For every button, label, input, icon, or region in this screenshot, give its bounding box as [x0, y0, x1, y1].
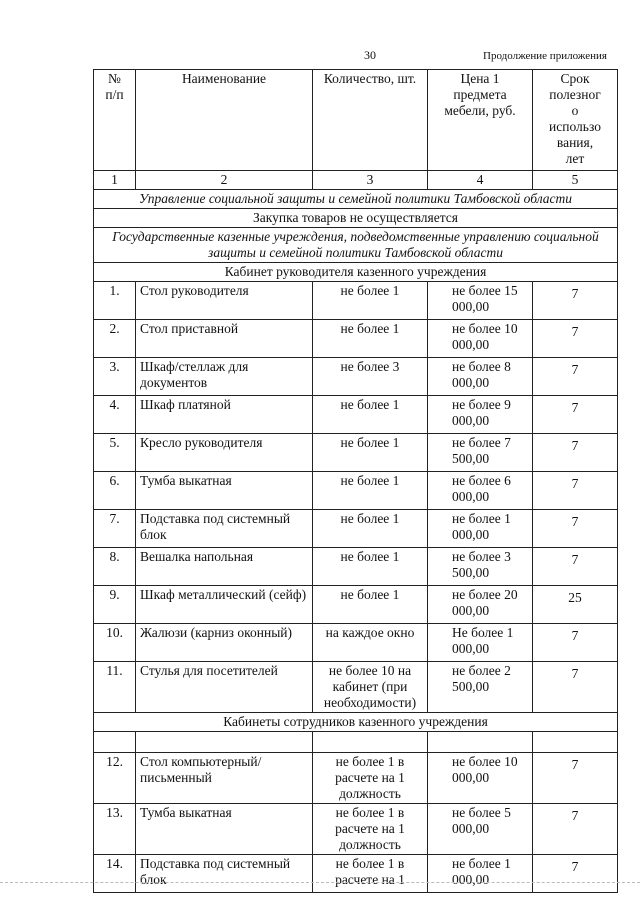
section-row: [94, 190, 618, 209]
section-row: [94, 228, 618, 263]
table-row: [94, 753, 618, 804]
item-quantity: не более 1: [313, 434, 428, 472]
item-name: Подставка под системный блок: [136, 510, 313, 548]
item-price: Не более 1 000,00: [428, 624, 533, 662]
empty-cell: [313, 732, 428, 753]
table-row: [94, 320, 618, 358]
section-institutions: Государственные казенные учреждения, подведомственные управлению социальной защиты и семейной политики Тамбовской области: [94, 228, 618, 263]
scan-edge-line: [0, 882, 640, 884]
item-useful-life: 7: [533, 624, 618, 662]
section-row: [94, 713, 618, 732]
item-name: Шкаф/стеллаж для документов: [136, 358, 313, 396]
item-name: Стулья для посетителей: [136, 662, 313, 713]
item-useful-life: 7: [533, 320, 618, 358]
item-quantity: не более 1: [313, 396, 428, 434]
no-purchase-note: Закупка товаров не осуществляется: [94, 209, 618, 228]
furniture-norms-table: [93, 69, 618, 893]
empty-cell: [94, 732, 136, 753]
subsection-staff-offices: Кабинеты сотрудников казенного учреждения: [94, 713, 618, 732]
item-number: 1.: [94, 282, 136, 320]
empty-cell: [136, 732, 313, 753]
item-name: Стол компьютерный/ письменный: [136, 753, 313, 804]
subsection-head-office: Кабинет руководителя казенного учреждения: [94, 263, 618, 282]
item-useful-life: 7: [533, 855, 618, 893]
item-number: 10.: [94, 624, 136, 662]
item-quantity: не более 1 в расчете на 1: [313, 855, 428, 893]
table-row: [94, 434, 618, 472]
column-number-row: [94, 171, 618, 190]
column-number: 4: [428, 171, 533, 190]
header-name: Наименование: [136, 70, 313, 171]
item-number: 6.: [94, 472, 136, 510]
item-number: 13.: [94, 804, 136, 855]
item-name: Жалюзи (карниз оконный): [136, 624, 313, 662]
item-quantity: не более 1: [313, 548, 428, 586]
table-row: [94, 855, 618, 893]
table-row: [94, 358, 618, 396]
spacer-row: [94, 732, 618, 753]
item-number: 3.: [94, 358, 136, 396]
item-number: 9.: [94, 586, 136, 624]
item-number: 12.: [94, 753, 136, 804]
item-price: не более 20 000,00: [428, 586, 533, 624]
item-price: не более 10 000,00: [428, 753, 533, 804]
item-useful-life: 7: [533, 358, 618, 396]
item-quantity: не более 1: [313, 510, 428, 548]
item-name: Шкаф платяной: [136, 396, 313, 434]
item-useful-life: 7: [533, 548, 618, 586]
item-number: 7.: [94, 510, 136, 548]
item-quantity: не более 1 в расчете на 1 должность: [313, 753, 428, 804]
item-price: не более 1 000,00: [428, 510, 533, 548]
item-quantity: не более 1 в расчете на 1 должность: [313, 804, 428, 855]
item-price: не более 1 000,00: [428, 855, 533, 893]
header-price: Цена 1 предмета мебели, руб.: [428, 70, 533, 171]
item-name: Вешалка напольная: [136, 548, 313, 586]
item-number: 4.: [94, 396, 136, 434]
item-quantity: не более 1: [313, 282, 428, 320]
item-price: не более 10 000,00: [428, 320, 533, 358]
header-number: № п/п: [94, 70, 136, 171]
item-useful-life: 7: [533, 282, 618, 320]
item-name: Стол приставной: [136, 320, 313, 358]
continuation-note: Продолжение приложения: [483, 50, 607, 62]
item-name: Тумба выкатная: [136, 804, 313, 855]
table-row: [94, 804, 618, 855]
table-row: [94, 586, 618, 624]
item-useful-life: 7: [533, 472, 618, 510]
table-row: [94, 472, 618, 510]
item-useful-life: 7: [533, 662, 618, 713]
item-useful-life: 7: [533, 510, 618, 548]
item-useful-life: 7: [533, 753, 618, 804]
header-quantity: Количество, шт.: [313, 70, 428, 171]
column-number: 1: [94, 171, 136, 190]
item-quantity: не более 1: [313, 320, 428, 358]
item-name: Шкаф металлический (сейф): [136, 586, 313, 624]
section-row: [94, 263, 618, 282]
item-useful-life: 25: [533, 586, 618, 624]
empty-cell: [428, 732, 533, 753]
header-useful-life: Срок полезног о использо вания, лет: [533, 70, 618, 171]
table-header-row: [94, 70, 618, 171]
item-quantity: не более 3: [313, 358, 428, 396]
table-row: [94, 662, 618, 713]
item-price: не более 5 000,00: [428, 804, 533, 855]
column-number: 3: [313, 171, 428, 190]
item-useful-life: 7: [533, 804, 618, 855]
item-number: 5.: [94, 434, 136, 472]
item-name: Подставка под системный блок: [136, 855, 313, 893]
item-price: не более 15 000,00: [428, 282, 533, 320]
table-row: [94, 282, 618, 320]
item-useful-life: 7: [533, 396, 618, 434]
table-row: [94, 548, 618, 586]
item-price: не более 6 000,00: [428, 472, 533, 510]
empty-cell: [533, 732, 618, 753]
item-name: Стол руководителя: [136, 282, 313, 320]
item-price: не более 9 000,00: [428, 396, 533, 434]
item-quantity: не более 10 на кабинет (при необходимости): [313, 662, 428, 713]
item-name: Кресло руководителя: [136, 434, 313, 472]
item-name: Тумба выкатная: [136, 472, 313, 510]
table-row: [94, 396, 618, 434]
column-number: 5: [533, 171, 618, 190]
item-quantity: не более 1: [313, 472, 428, 510]
item-price: не более 8 000,00: [428, 358, 533, 396]
item-number: 2.: [94, 320, 136, 358]
item-number: 11.: [94, 662, 136, 713]
item-useful-life: 7: [533, 434, 618, 472]
section-row: [94, 209, 618, 228]
item-quantity: не более 1: [313, 586, 428, 624]
item-number: 14.: [94, 855, 136, 893]
item-number: 8.: [94, 548, 136, 586]
item-price: не более 3 500,00: [428, 548, 533, 586]
table-row: [94, 624, 618, 662]
item-quantity: на каждое окно: [313, 624, 428, 662]
item-price: не более 7 500,00: [428, 434, 533, 472]
item-price: не более 2 500,00: [428, 662, 533, 713]
section-agency: Управление социальной защиты и семейной политики Тамбовской области: [94, 190, 618, 209]
page-number: 30: [364, 48, 376, 62]
column-number: 2: [136, 171, 313, 190]
table-row: [94, 510, 618, 548]
